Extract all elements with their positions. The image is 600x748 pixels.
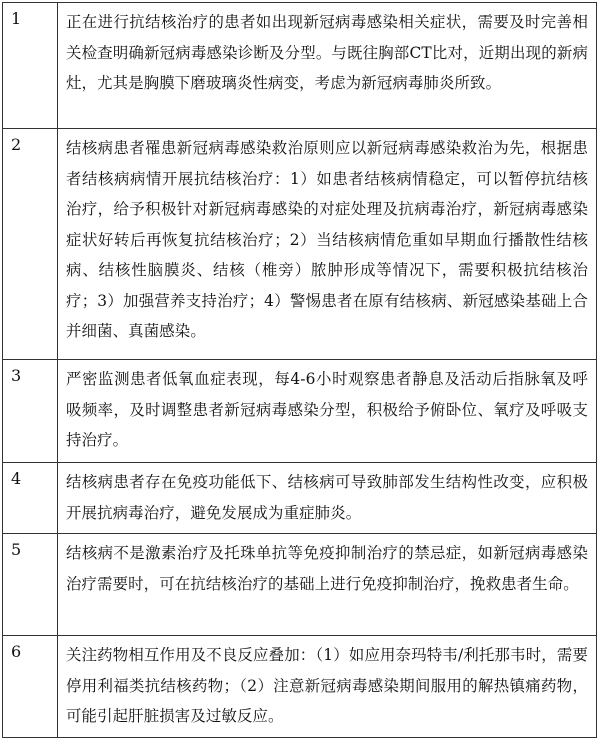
table-row [3, 534, 597, 636]
row-text: 严密监测患者低氧血症表现，每4-6小时观察患者静息及活动后指脉氧及呼吸频率，及时调整患者新冠病毒感染分型，积极给予俯卧位、氧疗及呼吸支持治疗。 [58, 360, 597, 463]
row-text: 结核病不是激素治疗及托珠单抗等免疫抑制治疗的禁忌症，如新冠病毒感染治疗需要时，可在抗结核治疗的基础上进行免疫抑制治疗，挽救患者生命。 [58, 534, 597, 636]
table-row [3, 360, 597, 463]
row-number: 6 [3, 636, 58, 738]
row-number: 3 [3, 360, 58, 463]
row-text: 正在进行抗结核治疗的患者如出现新冠病毒感染相关症状，需要及时完善相关检查明确新冠病毒感染诊断及分型。与既往胸部CT比对，近期出现的新病灶，尤其是胸膜下磨玻璃炎性病变，考虑为新冠病毒肺炎所致。 [58, 3, 597, 129]
row-text: 关注药物相互作用及不良反应叠加：（1）如应用奈玛特韦/利托那韦时，需要停用利福类抗结核药物；（2）注意新冠病毒感染期间服用的解热镇痛药物，可能引起肝脏损害及过敏反应。 [58, 636, 597, 738]
table-row [3, 3, 597, 129]
row-text: 结核病患者存在免疫功能低下、结核病可导致肺部发生结构性改变，应积极开展抗病毒治疗，避免发展成为重症肺炎。 [58, 463, 597, 534]
row-number: 2 [3, 129, 58, 360]
row-number: 1 [3, 3, 58, 129]
row-number: 5 [3, 534, 58, 636]
table-row [3, 636, 597, 738]
table-row [3, 129, 597, 360]
row-number: 4 [3, 463, 58, 534]
table-row [3, 463, 597, 534]
row-text: 结核病患者罹患新冠病毒感染救治原则应以新冠病毒感染救治为先，根据患者结核病病情开展抗结核治疗：1）如患者结核病情稳定，可以暂停抗结核治疗，给予积极针对新冠病毒感染的对症处理及抗病毒治疗，新冠病毒感染症状好转后再恢复抗结核治疗；2）当结核病情危重如早期血行播散性结核病、结核性脑膜炎、结核（椎旁）脓肿形成等情况下，需要积极抗结核治疗；3）加强营养支持治疗；4）警惕患者在原有结核病、新冠感染基础上合并细菌、真菌感染。 [58, 129, 597, 360]
recommendations-table [2, 2, 597, 738]
